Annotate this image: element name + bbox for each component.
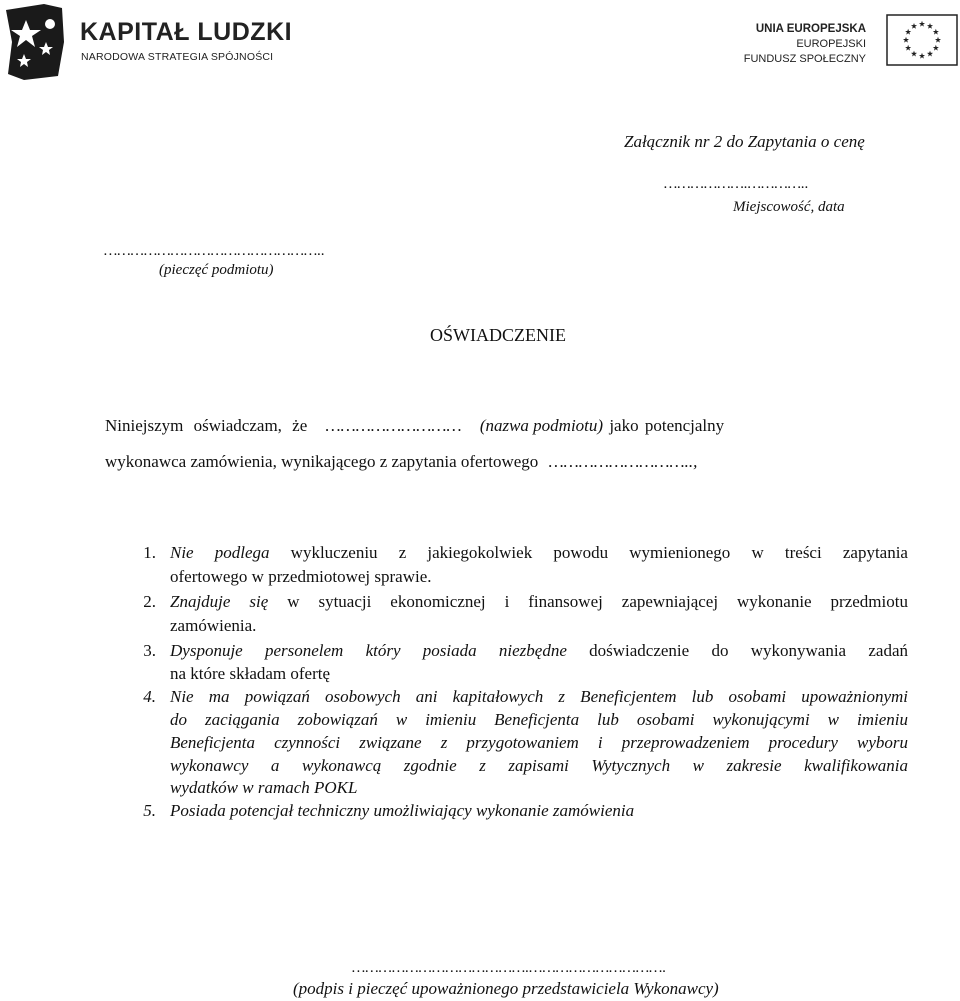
intro-word: jako (609, 416, 639, 435)
entity-name-label: (nazwa podmiotu) (479, 416, 604, 435)
signature-dots: ………………………………….…………………………. (352, 960, 667, 976)
item-4-text (170, 687, 908, 707)
item-4-text (170, 710, 908, 730)
item-2-line-1 (170, 592, 908, 612)
item-3-line-2: na które składam ofertę (170, 664, 331, 683)
entity-name-dots: ……………………… (325, 416, 462, 435)
kapital-ludzki-logo (4, 2, 304, 86)
intro-word: oświadczam, (193, 416, 282, 435)
item-4-line: wykonawcy a wykonawcą zgodnie z zapisami Wytycznych w zakresie kwalifikowania (170, 756, 908, 775)
item-1-line-1 (170, 543, 908, 563)
item-1-italic: Nie podlega (170, 543, 270, 562)
intro-word: Niniejszym (105, 416, 184, 435)
item-number: 1. (143, 543, 156, 562)
eu-fund-logo (743, 14, 958, 66)
stamp-label: (pieczęć podmiotu) (159, 262, 274, 278)
item-4-text (170, 733, 908, 753)
item-4-line: do zaciągania zobowiązań w imieniu Beneficjenta lub osobami wykonującymi w imieniu (170, 710, 908, 729)
document-heading: OŚWIADCZENIE (430, 325, 566, 345)
item-number: 4. (143, 687, 156, 706)
item-3-text: doświadczenie do wykonywania zadań (566, 641, 908, 660)
item-5-text: Posiada potencjał techniczny umożliwiający wykonanie zamówienia (170, 801, 635, 820)
intro-word: że (292, 416, 308, 435)
eu-line-3: FUNDUSZ SPOŁECZNY (743, 53, 866, 65)
item-4-text (170, 756, 908, 776)
eu-line-2: EUROPEJSKI (796, 38, 866, 50)
item-2-italic: Znajduje się (170, 592, 269, 611)
item-3-line-1 (170, 641, 908, 661)
stamp-dots: ………………………………………….. (104, 243, 325, 259)
item-4-line: Nie ma powiązań osobowych ani kapitałowych z Beneficjentem lub osobami upoważnionymi (170, 687, 908, 706)
signature-label: (podpis i pieczęć upoważnionego przedstawiciela Wykonawcy) (293, 979, 719, 998)
item-4-line: wydatków w ramach POKL (170, 778, 358, 797)
kapital-ludzki-title: KAPITAŁ LUDZKI (80, 18, 293, 46)
item-number: 3. (143, 641, 156, 660)
eu-fund-text (744, 22, 866, 67)
intro-word: potencjalny (644, 416, 725, 435)
item-number: 2. (143, 592, 156, 611)
inquiry-dots: ……………………….., (548, 452, 698, 471)
place-date-label: Miejscowość, data (733, 199, 845, 215)
attachment-title: Załącznik nr 2 do Zapytania o cenę (624, 132, 865, 151)
item-4-line: Beneficjenta czynności związane z przygotowaniem i przeprowadzeniem procedury wyboru (170, 733, 908, 752)
intro-line-1 (105, 416, 724, 436)
item-2-text: w sytuacji ekonomicznej i finansowej zapewniającej wykonanie przedmiotu (268, 592, 908, 611)
item-number: 5. (143, 801, 156, 820)
place-date-dots: ……………….………….. (664, 176, 809, 192)
eu-flag-icon (886, 14, 958, 66)
item-3-italic: Dysponuje personelem który posiada niezbędne (170, 641, 567, 660)
item-1-line-2: ofertowego w przedmiotowej sprawie. (170, 567, 432, 586)
kapital-ludzki-subtitle: NARODOWA STRATEGIA SPÓJNOŚCI (81, 51, 274, 63)
item-2-line-2: zamówienia. (170, 616, 257, 635)
kapital-ludzki-emblem-icon (4, 2, 68, 82)
item-1-text: wykluczeniu z jakiegokolwiek powodu wymienionego w treści zapytania (269, 543, 908, 562)
intro-text: wykonawca zamówienia, wynikającego z zapytania ofertowego (105, 452, 539, 471)
eu-line-1: UNIA EUROPEJSKA (755, 23, 866, 35)
intro-line-2 (105, 452, 697, 472)
